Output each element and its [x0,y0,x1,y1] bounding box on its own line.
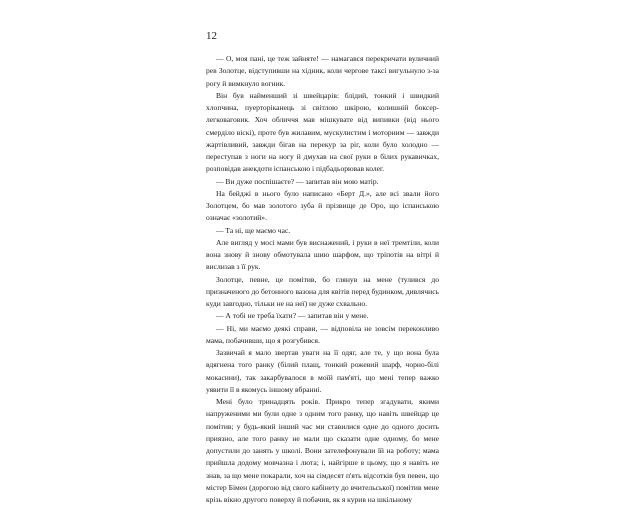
paragraph: Золотце, певне, це помітив, бо глянув на мене (тулився до призначеного до бетонного вазона для квітів перед будинком, дивлячись куди завгодно, тільки не на неї) не дуже схвально. [206,274,439,308]
paragraph: — Ви дуже поспішаєте? — запитав він мою матір. [216,176,379,186]
paragraph: Мені було тринадцять років. Прикро тепер згадувати, якими напруженими ми були одне з одним того ранку, що навіть швейцар це помітив; у будь-який інший час ми ставилися одне до одного досить приязно, але того ранку не мали що сказати одне одному, бо мене допустили до занять у школі. Вони зателефонували їй на роботу; мама прийшла додому мовчазна і люта; і, найгірше в цьому, що я навіть не знав, за що мене покарали, хоч на сімдесят п'ять відсотків був певен, що містер Бімен (дорогою від свого кабінету до вчительської) помітив мене крізь вікно другого поверху й побачив, як я курив на шкільному [206,397,439,504]
page-number: 12 [206,30,217,42]
paragraph: — Ні, ми маємо деякі справи, — відповіла не зовсім переконливо мама, побачивши, що я розгубився. [206,323,439,345]
paragraph: Він був найменший зі швейцарів: блідий, тонкий і швидкий хлопчина, пуерторіканець зі світлою шкірою, колишній боксер-легковаговик. Хоч обличчя мав мішкувате від випивки (від нього смерділо віскі), проте був жилавим, мускулистим і моторним — завжди жартівливий, завжди бігав на перекур за ріг, коли було холодно — переступав з ноги на ногу й дмухав на свої руки в білих рукавичках, розповідав анекдоти іспанською і підбадьорював колег. [206,90,439,174]
paragraph: Але вигляд у мосі мами був виснажений, і руки в неї тремтіли, коли вона знову й знову обмотувала шию шарфом, що тріпотів на вітрі й вислизав з її рук. [206,237,439,272]
paragraph: — Та ні, ще маємо час. [216,225,291,235]
paragraph: Зазвичай я мало звертав уваги на її одяг, але те, у що вона була вдягнена того ранку (білий плащ, тонкий рожевий шарф, чорно-білі мокасини), так закарбувалося в моїй пам'яті, що мені тепер важко уявити її в якомусь іншому вбранні. [206,348,439,394]
paragraph: — О, моя пані, це теж зайняте! — намагався перекричати вуличний рев Золотце, відступивши на хідник, коли чергове таксі вигульнуло з-за рогу й вимкнуло вогник. [206,54,439,88]
paragraph: На бейджі в нього було написано «Берт Д.», але всі звали його Золотцем, бо мав золотого зуба й прізвище де Оро, що іспанською означає «золотий». [206,188,439,223]
paragraph: — А тобі не треба їхати? — запитав він у мене. [216,311,369,321]
body-text [206,53,439,506]
